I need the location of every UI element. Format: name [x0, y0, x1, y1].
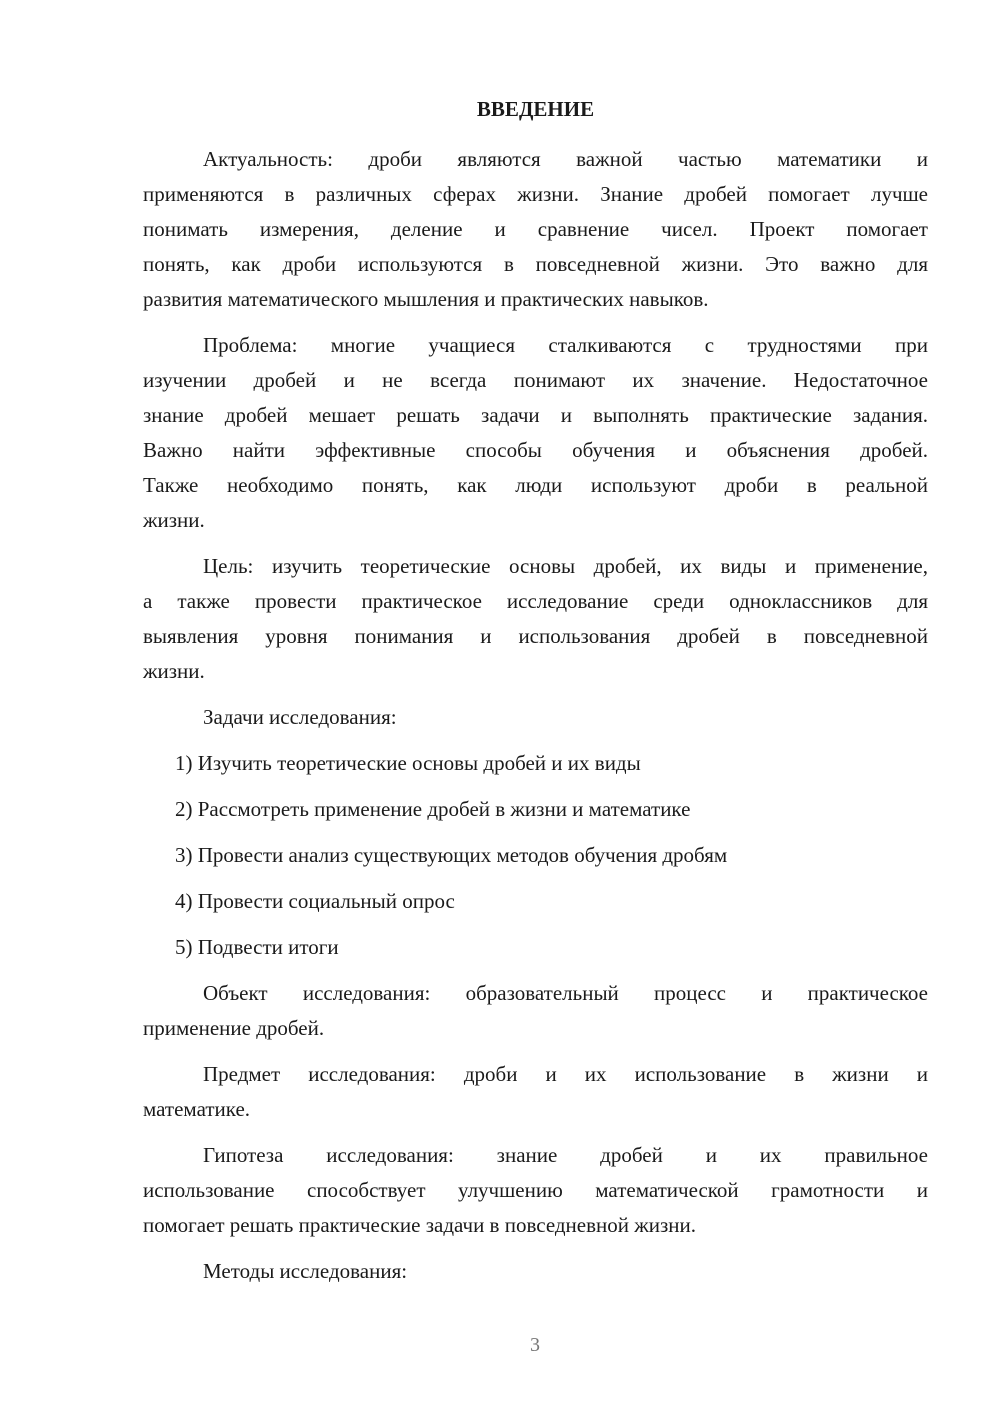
intro-paragraphs — [143, 142, 928, 735]
text-line: применяются в различных сферах жизни. Знание дробей помогает лучше — [143, 182, 928, 206]
paragraph — [143, 1057, 928, 1127]
task-item: 3) Провести анализ существующих методов обучения дробям — [175, 843, 728, 867]
task-item: 4) Провести социальный опрос — [175, 889, 455, 913]
paragraph — [143, 1138, 928, 1243]
text-line: Гипотеза исследования: знание дробей и их правильное — [203, 1143, 928, 1167]
text-line: помогает решать практические задачи в повседневной жизни. — [143, 1213, 697, 1237]
tasks-list — [143, 746, 928, 965]
document-page — [143, 92, 928, 1300]
text-line: Цель: изучить теоретические основы дробей, их виды и применение, — [203, 554, 928, 578]
paragraph — [143, 700, 928, 735]
text-line: Задачи исследования: — [203, 705, 397, 729]
text-line: жизни. — [143, 508, 205, 532]
text-line: Также необходимо понять, как люди используют дроби в реальной — [143, 473, 928, 497]
text-line: Проблема: многие учащиеся сталкиваются с трудностями при — [203, 333, 928, 357]
text-line: изучении дробей и не всегда понимают их значение. Недостаточное — [143, 368, 928, 392]
paragraph — [143, 976, 928, 1046]
text-line: Актуальность: дроби являются важной частью математики и — [203, 147, 928, 171]
task-item: 1) Изучить теоретические основы дробей и их виды — [175, 751, 641, 775]
section-title: ВВЕДЕНИЕ — [476, 97, 595, 121]
text-line: Важно найти эффективные способы обучения и объяснения дробей. — [143, 438, 928, 462]
text-line: развития математического мышления и практических навыков. — [143, 287, 709, 311]
text-line: Объект исследования: образовательный процесс и практическое — [203, 981, 928, 1005]
research-paragraphs — [143, 976, 928, 1289]
text-line: Методы исследования: — [203, 1259, 408, 1283]
paragraph — [143, 328, 928, 538]
text-line: математике. — [143, 1097, 251, 1121]
page-number: 3 — [530, 1334, 540, 1356]
text-line: знание дробей мешает решать задачи и выполнять практические задания. — [143, 403, 928, 427]
text-line: выявления уровня понимания и использования дробей в повседневной — [143, 624, 928, 648]
paragraph — [143, 549, 928, 689]
text-line: использование способствует улучшению математической грамотности и — [143, 1178, 928, 1202]
text-line: жизни. — [143, 659, 205, 683]
task-item: 5) Подвести итоги — [175, 935, 339, 959]
paragraph — [143, 1254, 928, 1289]
paragraph — [143, 142, 928, 317]
text-line: понять, как дроби используются в повседневной жизни. Это важно для — [143, 252, 928, 276]
task-item: 2) Рассмотреть применение дробей в жизни и математике — [175, 797, 691, 821]
text-line: Предмет исследования: дроби и их использование в жизни и — [203, 1062, 928, 1086]
text-line: применение дробей. — [143, 1016, 325, 1040]
text-line: а также провести практическое исследование среди одноклассников для — [143, 589, 928, 613]
text-line: понимать измерения, деление и сравнение чисел. Проект помогает — [143, 217, 928, 241]
